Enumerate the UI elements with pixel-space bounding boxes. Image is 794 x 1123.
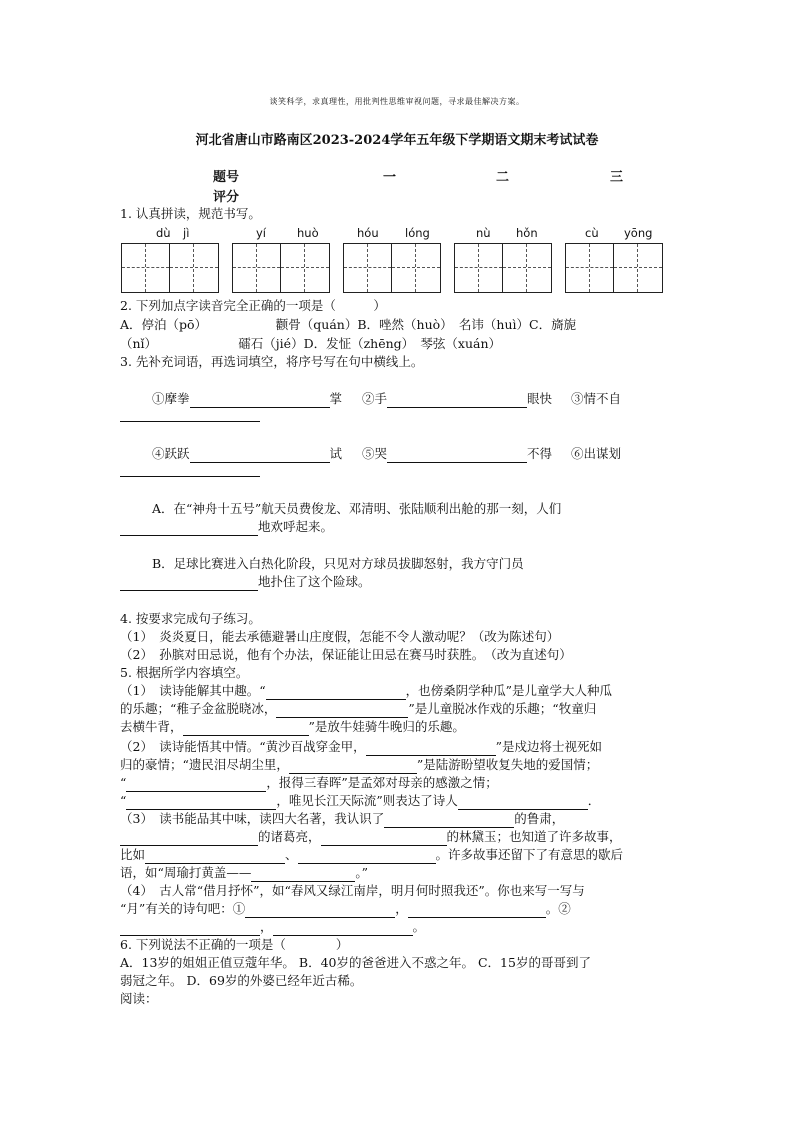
page-title: 河北省唐山市路南区2023-2024学年五年级下学期语文期末考试试卷	[195, 133, 599, 148]
q6-line3: 弱冠之年。 D．69岁的外婆已经年近古稀。	[120, 973, 363, 988]
score-table-col-1: 一	[383, 170, 397, 185]
blank[interactable]	[276, 703, 408, 718]
pinyin: dù	[156, 226, 171, 240]
word-6: ⑥出谋划	[571, 446, 622, 461]
q2-line3: （nǐ） 礌石（jié）D．发怔（zhēng） 琴弦（xuán）	[120, 336, 502, 351]
blank[interactable]	[387, 448, 527, 463]
writing-grid[interactable]	[565, 243, 663, 293]
blank[interactable]	[289, 759, 417, 774]
q5-line9: （3） 读书能品其中味，读四大名著，我认识了 的鲁肃，	[120, 811, 565, 826]
word-2: ②手 眼快	[362, 391, 553, 406]
blank[interactable]	[190, 393, 330, 408]
word-3: ③情不自	[571, 391, 622, 406]
writing-grid[interactable]	[121, 243, 219, 293]
grid-cell[interactable]	[170, 244, 218, 292]
reading-label: 阅读：	[120, 991, 158, 1006]
writing-grid[interactable]	[343, 243, 441, 293]
q5-line15: ， 。	[120, 918, 425, 936]
grid-cell[interactable]	[566, 244, 614, 292]
q3-sentence-b: B．足球比赛进入白热化阶段，只见对方球员拔脚怒射，我方守门员	[152, 556, 524, 571]
q4-line2: （1） 炎炎夏日，能去承德避暑山庄度假，怎能不令人激动呢？（改为陈述句）	[120, 629, 560, 644]
blank[interactable]	[120, 421, 260, 422]
blank[interactable]	[126, 795, 276, 810]
blank[interactable]	[120, 476, 260, 477]
pinyin: cù	[585, 226, 599, 240]
q5-line13: （4） 古人常“借月抒怀”，如“春风又绿江南岸，明月何时照我还”。你也来写一写与	[120, 883, 585, 898]
blank[interactable]	[298, 849, 436, 864]
q1-text: 1. 认真拼读，规范书写。	[120, 206, 261, 221]
grid-cell[interactable]	[233, 244, 281, 292]
blank[interactable]	[120, 921, 260, 936]
q3-sentence-b-end: 地扑住了这个险球。	[120, 573, 371, 591]
blank[interactable]	[321, 831, 447, 846]
q5-line7: “ ，报得三春晖”是孟郊对母亲的感激之情；	[120, 775, 498, 790]
q5-line5: （2） 读诗能悟其中情。“黄沙百战穿金甲， ”是戍边将士视死如	[120, 739, 603, 754]
blank[interactable]	[408, 903, 546, 918]
grid-cell[interactable]	[122, 244, 170, 292]
blank[interactable]	[387, 393, 527, 408]
grid-cell[interactable]	[344, 244, 392, 292]
blank[interactable]	[126, 777, 266, 792]
score-table-row1-label: 题号	[213, 170, 240, 185]
q4-line1: 4. 按要求完成句子练习。	[120, 611, 261, 626]
blank[interactable]	[190, 448, 330, 463]
q5-line1: 5. 根据所学内容填空。	[120, 665, 249, 680]
q5-line14: “月”有关的诗句吧：① ， 。②	[120, 901, 571, 916]
q2-line2: A．停泊（pō） 颧骨（quán）B．唑然（huò） 名讳（huì）C．旖旎	[120, 317, 577, 332]
word-1: ①摩拳 掌	[152, 391, 343, 406]
score-table-row2-label: 评分	[213, 190, 240, 205]
blank[interactable]	[120, 831, 258, 846]
pinyin: huò	[297, 226, 319, 240]
writing-grid[interactable]	[454, 243, 552, 293]
score-table-col-2: 二	[496, 170, 510, 185]
word-5: ⑤哭 不得	[362, 446, 553, 461]
blank[interactable]	[183, 721, 309, 736]
grid-cell[interactable]	[455, 244, 503, 292]
blank[interactable]	[266, 685, 406, 700]
q5-line6: 归的豪情；“遗民泪尽胡尘里， ”是陆游盼望收复失地的爱国情；	[120, 757, 599, 772]
grid-cell[interactable]	[503, 244, 551, 292]
q5-line3: 的乐趣；“稚子金盆脱晓冰， ”是儿童脱冰作戏的乐趣；“牧童归	[120, 701, 597, 716]
pinyin: nù	[476, 226, 491, 240]
pinyin: yí	[256, 226, 267, 240]
q3-line1: 3. 先补充词语，再选词填空，将序号写在句中横线上。	[120, 354, 424, 369]
pinyin: yōng	[624, 226, 653, 240]
q5-line12: 语，如“周瑜打黄盖—— 。”	[120, 865, 369, 880]
q5-line2: （1） 读诗能解其中趣。“ ，也傍桑阴学种瓜”是儿童学大人种瓜	[120, 683, 613, 698]
pinyin: jì	[183, 226, 190, 240]
blank[interactable]	[251, 867, 355, 882]
q5-line4: 去横牛背， ”是放牛娃骑牛晚归的乐趣。	[120, 719, 465, 734]
q5-line11: 比如 、 。许多故事还留下了有意思的歇后	[120, 847, 624, 862]
blank[interactable]	[120, 521, 258, 536]
score-table-col-3: 三	[610, 170, 624, 185]
q3-sentence-a-end: 地欢呼起来。	[120, 518, 333, 536]
grid-cell[interactable]	[281, 244, 329, 292]
q5-line8: “ ，唯见长江天际流”则表达了诗人 ．	[120, 793, 601, 808]
q6-line2: A．13岁的姐姐正值豆蔻年华。 B．40岁的爸爸进入不惑之年。 C．15岁的哥哥到了	[120, 955, 591, 970]
blank[interactable]	[384, 813, 514, 828]
blank[interactable]	[145, 849, 285, 864]
pinyin: hǒn	[516, 226, 538, 240]
grid-cell[interactable]	[614, 244, 662, 292]
q2-line1: 2. 下列加点字读音完全正确的一项是（ ）	[120, 298, 386, 313]
q3-sentence-a: A．在“神舟十五号”航天员费俊龙、邓清明、张陆顺利出舱的那一刻，人们	[152, 501, 562, 516]
word-4: ④跃跃 试	[152, 446, 343, 461]
pinyin: hóu	[357, 226, 379, 240]
blank[interactable]	[366, 741, 496, 756]
blank[interactable]	[120, 576, 258, 591]
q5-line10: 的诸葛亮， 的林黛玉；也知道了许多故事，	[120, 828, 622, 846]
blank[interactable]	[245, 903, 395, 918]
blank[interactable]	[273, 921, 413, 936]
pinyin: lóng	[405, 226, 430, 240]
page-tagline: 谈笑科学，求真理性，用批判性思维审视问题，寻求最佳解决方案。	[269, 97, 525, 106]
blank[interactable]	[458, 795, 588, 810]
q4-line3: （2） 孙膑对田忌说，他有个办法，保证能让田忌在赛马时获胜。 （改为直述句）	[120, 647, 572, 662]
grid-cell[interactable]	[392, 244, 440, 292]
writing-grid[interactable]	[232, 243, 330, 293]
q6-line1: 6. 下列说法不正确的一项是（ ）	[120, 937, 349, 952]
